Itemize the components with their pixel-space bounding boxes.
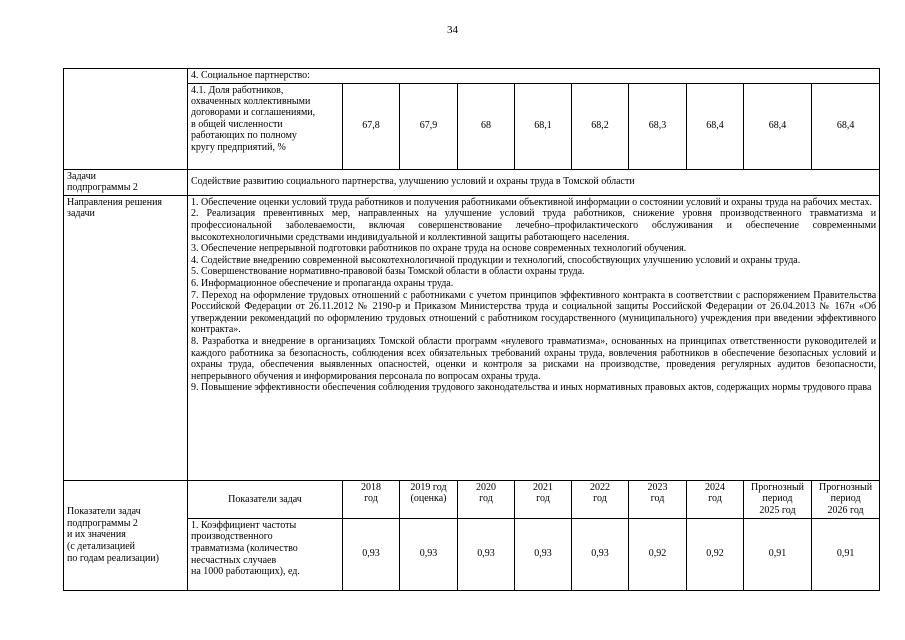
tasks-row [64, 169, 880, 195]
direction-item: 1. Обеспечение оценки условий труда работников и получения работниками объективной информации о состоянии условий и охраны труда на рабочих местах. [191, 196, 873, 208]
header-2020: 2020 год [458, 480, 515, 518]
page-number: 34 [447, 24, 458, 36]
subprogram-table [63, 68, 880, 591]
direction-item: 6. Информационное обеспечение и пропаганда охраны труда. [191, 277, 454, 289]
value-2022: 68,2 [572, 83, 629, 169]
directions-list [188, 195, 880, 480]
direction-item: 7. Переход на оформление трудовых отношений с работниками с учетом принципов эффективного контракта в соответствии с распоряжением Правительства Российской Федерации от 26.11.2012 № 2190-р и Приказом Министерства труда и социальной защиты Российской Федерации от 26.04.2013 № 167н «Об утверждении рекомендаций по оформлению трудовых отношений с работником государственного (муниципального) учреждения при введении эффективного контракта». [191, 289, 877, 336]
header-2018: 2018 год [343, 480, 400, 518]
indicator-1-value-2023: 0,92 [629, 518, 687, 590]
header-2022: 2022 год [572, 480, 629, 518]
header-2024: 2024 год [687, 480, 744, 518]
header-2026: Прогнозный период 2026 год [812, 480, 880, 518]
header-2019: 2019 год (оценка) [400, 480, 458, 518]
value-2023: 68,3 [629, 83, 687, 169]
value-2021: 68,1 [515, 83, 572, 169]
indicator-1-value-2022: 0,93 [572, 518, 629, 590]
value-2024: 68,4 [687, 83, 744, 169]
direction-item: 5. Совершенствование нормативно-правовой базы Томской области в области охраны труда. [191, 266, 585, 278]
value-2026: 68,4 [812, 83, 880, 169]
section4-heading-row [64, 69, 880, 84]
direction-item: 9. Повышение эффективности обеспечения соблюдения трудового законодательства и иных нормативных правовых актов, содержащих нормы трудового права [191, 382, 872, 394]
indicator-1-value-2020: 0,93 [458, 518, 515, 590]
directions-row [64, 195, 880, 480]
directions-label: Направления решения задачи [64, 195, 188, 480]
empty-label-cell [64, 69, 188, 170]
indicator-1-value-2026: 0,91 [812, 518, 880, 590]
header-2023: 2023 год [629, 480, 687, 518]
indicator-1-value-2024: 0,92 [687, 518, 744, 590]
section4-indicator-label: 4.1. Доля работников, охваченных коллективными договорами и соглашениями, в общей численности работающих по полному кругу предприятий, % [188, 83, 343, 169]
tasks-label: Задачи подпрограммы 2 [64, 169, 188, 195]
indicator-1-value-2021: 0,93 [515, 518, 572, 590]
value-2018: 67,8 [343, 83, 400, 169]
indicator-1-value-2025: 0,91 [744, 518, 812, 590]
header-2025: Прогнозный период 2025 год [744, 480, 812, 518]
indicator-1-label: 1. Коэффициент частоты производственного травматизма (количество несчастных случаев на 1000 работающих), ед. [188, 518, 343, 590]
section4-heading: 4. Социальное партнерство: [188, 69, 880, 84]
value-2025: 68,4 [744, 83, 812, 169]
header-2021: 2021 год [515, 480, 572, 518]
direction-item: 8. Разработка и внедрение в организациях Томской области программ «нулевого травматизма», основанных на принципах ответственности руководителей и каждого работника за безопасность, соблюдения всех обязательных требований охраны труда, вовлечения работников в обеспечение безопасных условий и охраны труда, обеспечения выявленных опасностей, оценки и контроля за рисками на производстве, проведения регулярных аудитов безопасности, непрерывного обучения и информирования персонала по вопросам охраны труда. [191, 335, 877, 382]
tasks-text: Содействие развитию социального партнерства, улучшению условий и охраны труда в Томской области [188, 169, 880, 195]
value-2020: 68 [458, 83, 515, 169]
direction-item: 2. Реализация превентивных мер, направленных на улучшение условий труда работников, снижение уровня производственного травматизма и профессиональной заболеваемости, включая совершенствование лечебно–профилактического обслуживания и обеспечение современными высокотехнологичными средствами индивидуальной и коллективной защиты работающего населения. [191, 208, 877, 243]
indicator-1-value-2018: 0,93 [343, 518, 400, 590]
indicators-name-header: Показатели задач [188, 480, 343, 518]
indicators-header-row [64, 480, 880, 518]
direction-item: 3. Обеспечение непрерывной подготовки работников по охране труда на основе современных технологий обучения. [191, 243, 687, 255]
indicator-1-value-2019: 0,93 [400, 518, 458, 590]
indicators-label: Показатели задач подпрограммы 2 и их значения (с детализацией по годам реализации) [64, 480, 188, 590]
value-2019: 67,9 [400, 83, 458, 169]
direction-item: 4. Содействие внедрению современной высокотехнологичной продукции и технологий, способствующих улучшению условий и охраны труда. [191, 254, 801, 266]
